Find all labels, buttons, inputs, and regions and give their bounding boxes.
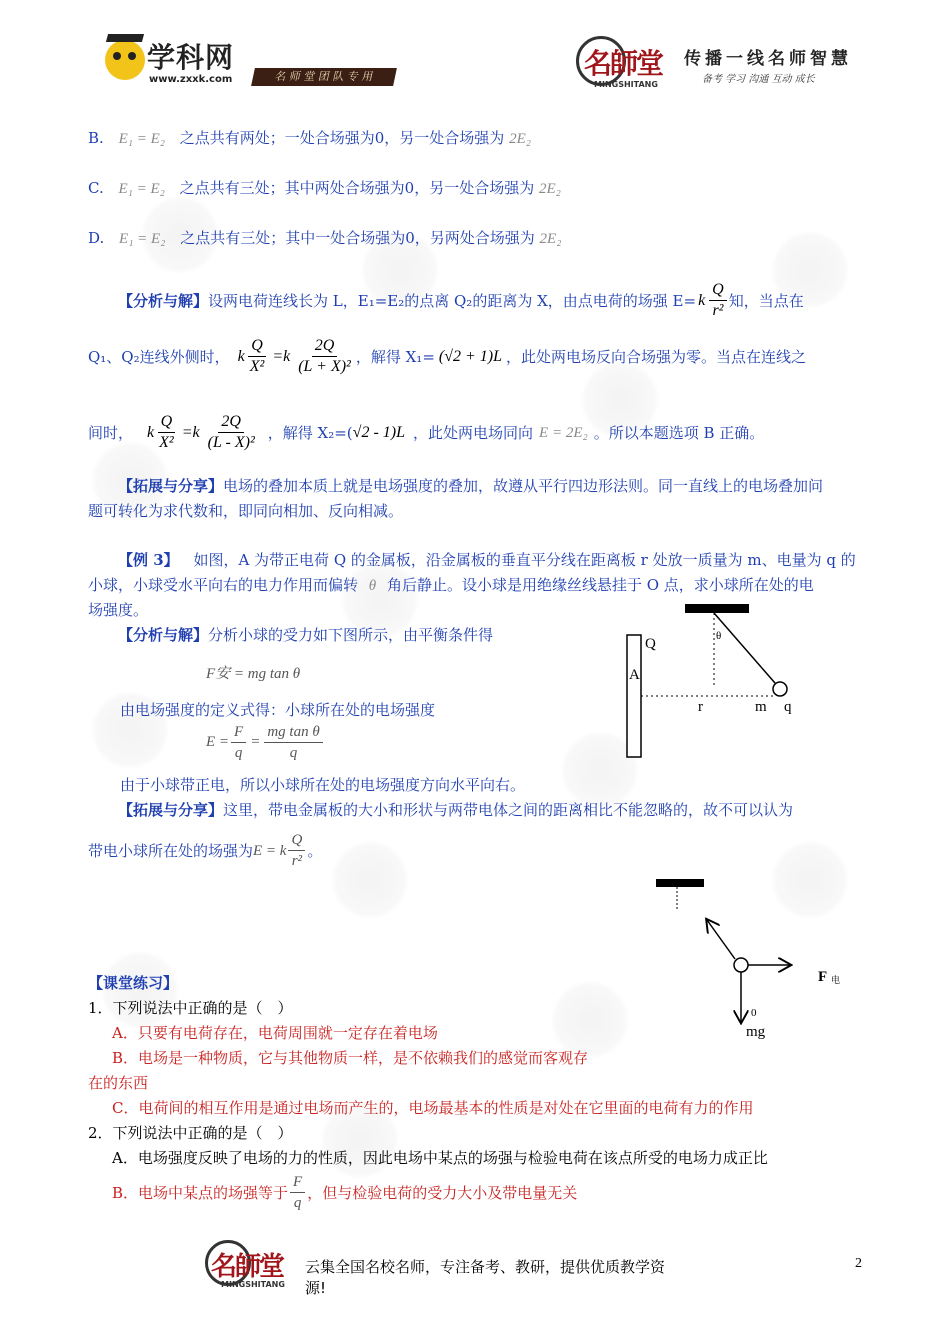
- equation-field: E = $\frac{F}{q}$ = $\frac{\text{mg tan θ}}{q}$: [206, 722, 325, 763]
- charged-ball: [773, 682, 787, 696]
- watermark-logo: [330, 840, 410, 920]
- logo-url: www.zxxk.com: [149, 74, 233, 85]
- example3-line2: [88, 574, 814, 597]
- option-d: [88, 227, 561, 250]
- footer: [205, 1240, 685, 1297]
- text: 分析小球的受力如下图所示，由平衡条件得: [208, 626, 494, 644]
- analysis3-line1: [118, 624, 493, 646]
- text: 设两电荷连线长为 L，E₁=E₂的点离 Q₂的距离为 X，由点电荷的场强 E=: [208, 291, 697, 310]
- numerator: Q: [158, 412, 176, 433]
- denominator: r²: [291, 853, 303, 869]
- label-mg: mg: [746, 1024, 766, 1040]
- option-end: 2E₂: [539, 181, 561, 197]
- tension-arrow: [707, 920, 735, 959]
- section-head: 【拓展与分享】: [118, 801, 224, 819]
- label-F: F: [818, 969, 828, 985]
- ceiling-support: [685, 604, 749, 613]
- numerator: F: [231, 722, 246, 743]
- extend1-line2: 题可转化为求代数和，即同向相加、反向相减。: [88, 502, 404, 520]
- label-F-sub: 电: [831, 976, 841, 986]
- text: 间时，: [88, 423, 134, 442]
- option-label: C.: [88, 179, 104, 197]
- option-text: 之点共有三处；其中两处合场强为0，另一处合场强为: [179, 179, 535, 197]
- numerator: Q: [709, 280, 727, 301]
- q2-option-b: [112, 1172, 577, 1213]
- question-2: 2．下列说法中正确的是（ ）: [88, 1124, 293, 1142]
- analysis3-line2: 由电场强度的定义式得：小球所在处的电场强度: [120, 701, 436, 719]
- q1-option-b: B．电场是一种物质，它与其他物质一样，是不依赖我们的感觉而客观存: [112, 1049, 589, 1067]
- section-head: 【分析与解】: [118, 291, 209, 310]
- math-k: k: [698, 291, 706, 309]
- logo-name: 学科网: [147, 41, 235, 74]
- slogan: 传播一线名师智慧: [684, 49, 852, 69]
- q1-option-a: A．只要有电荷存在，电荷周围就一定存在着电场: [112, 1024, 438, 1042]
- option-end: 2E₂: [509, 131, 531, 147]
- math-lhs: E =: [206, 734, 230, 750]
- math-solution: (√2 + 1)L: [438, 347, 503, 365]
- option-math: E₁ = E₂: [118, 181, 165, 197]
- analysis1-line1: [118, 280, 804, 321]
- fraction: [295, 336, 354, 377]
- label-Q: Q: [645, 636, 656, 652]
- fraction: [290, 1172, 305, 1213]
- label-q: q: [784, 699, 792, 715]
- text: ，此处两电场反向合场强为零。当点在连线之: [506, 347, 807, 366]
- text: 角后静止。设小球是用绝缘丝线悬挂于 O 点，求小球所在处的电: [386, 576, 814, 594]
- page-number: 2: [855, 1256, 862, 1271]
- numerator: 2Q: [218, 412, 244, 433]
- text: 。: [307, 841, 323, 860]
- analysis1-line3: 间时， k $\frac{Q}{\text{X²}}$ =k $\frac{2Q}{\text{(L - X)²}}$ ，解得 X₂=( √2 - 1)L ，此处两电场同向 E = 2E₂ 。所以本题选项 B 正确。: [88, 413, 765, 451]
- fraction: [709, 280, 727, 321]
- numerator: mg tan θ: [264, 722, 322, 743]
- option-math: E₁ = E₂: [118, 131, 165, 147]
- denominator: X²: [159, 434, 174, 451]
- denominator: (L - X)²: [207, 434, 255, 451]
- denominator: q: [234, 745, 243, 761]
- label-theta: θ: [716, 630, 722, 642]
- text: ，此处两电场同向: [413, 423, 534, 442]
- footer-text: 云集全国名校名师，专注备考、教研，提供优质教学资源!: [305, 1258, 666, 1297]
- extend1-line1: [118, 475, 823, 497]
- option-c: [88, 177, 561, 200]
- extend3-line1: [118, 799, 793, 821]
- option-end: 2E₂: [539, 231, 562, 247]
- ceiling-support: [656, 879, 704, 887]
- text: 带电小球所在处的场强为: [88, 841, 254, 860]
- text: ，解得 X₁=: [355, 347, 435, 366]
- logo-banner: 名 师 堂 团 队 专 用: [251, 68, 397, 86]
- text: 电场的叠加本质上就是电场强度的叠加，故遵从平行四边形法则。同一直线上的电场叠加问: [223, 477, 824, 495]
- text: B．电场中某点的场强等于: [112, 1183, 289, 1202]
- text: 如图，A 为带正电荷 Q 的金属板，沿金属板的垂直平分线在距离板 r 处放一质量为 m、电量为 q 的: [193, 551, 856, 569]
- q2-option-a: A．电场强度反映了电场的力的性质，因此电场中某点的场强与检验电荷在该点所受的电场力成正比: [112, 1149, 768, 1167]
- math-inline: E = 2E₂: [539, 424, 588, 441]
- fraction: [205, 412, 258, 453]
- metal-plate: [627, 635, 641, 757]
- header-right-logo: [576, 36, 876, 96]
- suspension-string: [714, 613, 775, 683]
- denominator: (L + X)²: [298, 358, 351, 375]
- equation-force: F安 = mg tan θ: [206, 666, 301, 682]
- label-r: r: [698, 699, 703, 715]
- math-solution: √2 - 1)L: [352, 423, 406, 441]
- logo-pinyin: MINGSHITANG: [594, 80, 658, 89]
- label-A: A: [629, 667, 640, 683]
- denominator: r²: [712, 302, 724, 319]
- diagram-force-analysis: [650, 872, 850, 1047]
- denominator: q: [289, 745, 298, 761]
- math-lhs: E = k: [253, 842, 287, 859]
- example3-line1: [118, 549, 856, 571]
- fraction: [231, 722, 246, 763]
- option-text: 之点共有三处；其中一处合场强为0，另两处合场强为: [180, 229, 535, 247]
- fraction: [247, 336, 268, 377]
- fraction: [156, 412, 177, 453]
- option-text: 之点共有两处；一处合场强为0，另一处合场强为: [179, 129, 505, 147]
- option-label: B.: [88, 129, 104, 147]
- math-theta: θ: [368, 578, 377, 594]
- numerator: 2Q: [312, 336, 338, 357]
- section-head: 【例 3】: [118, 551, 179, 569]
- text: Q₁、Q₂连线外侧时，: [88, 347, 230, 366]
- fraction: [288, 830, 305, 871]
- option-math: E₁ = E₂: [119, 231, 166, 247]
- text: 这里，带电金属板的大小和形状与两带电体之间的距离相比不能忽略的，故不可以认为: [223, 801, 794, 819]
- label-0: 0: [751, 1007, 757, 1019]
- text: ，解得 X₂=(: [267, 423, 353, 442]
- practice-head: 【课堂练习】: [88, 974, 179, 992]
- numerator: F: [290, 1172, 305, 1193]
- question-1: 1．下列说法中正确的是（ ）: [88, 999, 293, 1017]
- option-label: D.: [88, 229, 105, 247]
- footer-logo-pinyin: MINGSHITANG: [221, 1280, 285, 1289]
- text: 。所以本题选项 B 正确。: [593, 423, 765, 442]
- q1-option-c: C．电荷间的相互作用是通过电场而产生的，电场最基本的性质是对处在它里面的电荷有力的作用: [112, 1099, 754, 1117]
- footer-logo: 名師堂: [211, 1252, 284, 1282]
- option-b: [88, 127, 531, 150]
- section-head: 【分析与解】: [118, 626, 209, 644]
- header-left-logo: [105, 38, 405, 93]
- fraction: [264, 722, 322, 763]
- numerator: Q: [288, 830, 305, 851]
- mascot-icon: [105, 40, 145, 80]
- denominator: q: [293, 1195, 302, 1211]
- text: 小球，小球受水平向右的电力作用而偏转: [88, 576, 359, 594]
- example3-line3: 场强度。: [88, 601, 149, 619]
- text: 知，当点在: [728, 291, 804, 310]
- logo-name: 名師堂: [584, 47, 663, 80]
- slogan-sub: 备考 学习 沟通 互动 成长: [702, 74, 815, 85]
- denominator: X²: [249, 358, 265, 375]
- diagram-pendulum-plate: [600, 595, 820, 765]
- analysis3-line3: 由于小球带正电，所以小球所在处的电场强度方向水平向右。: [120, 776, 526, 794]
- section-head: 【拓展与分享】: [118, 477, 224, 495]
- text: ，但与检验电荷的受力大小及带电量无关: [307, 1183, 578, 1202]
- label-m: m: [755, 699, 767, 715]
- q1-option-b-cont: 在的东西: [88, 1074, 149, 1092]
- charged-ball: [734, 958, 748, 972]
- extend3-line2: [88, 830, 322, 871]
- analysis1-line2: Q₁、Q₂连线外侧时， k $\frac{Q}{\text{X²}}$ =k $\frac{2Q}{\text{(L + X)²}}$ ，解得 X₁= (√2 + 1)L ，此处两电场反向合场强为零。当点在连线之: [88, 337, 807, 375]
- numerator: Q: [248, 336, 266, 357]
